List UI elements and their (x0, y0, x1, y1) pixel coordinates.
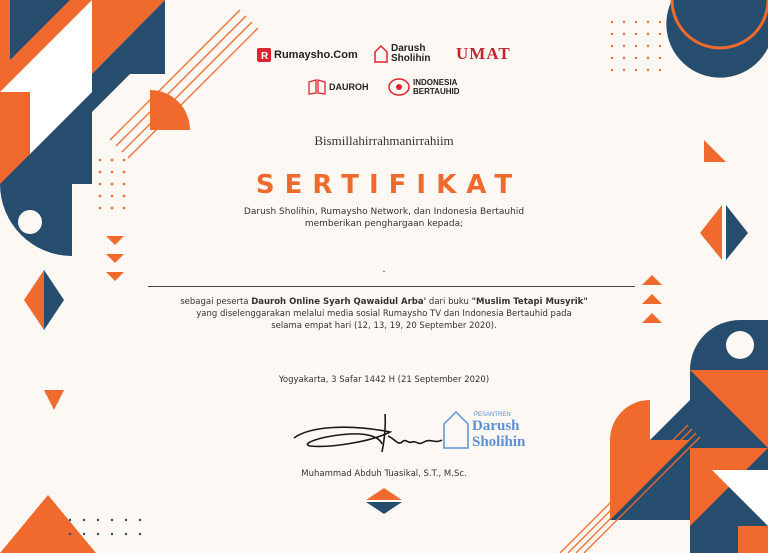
certificate-title: SERTIFIKAT (255, 170, 523, 200)
participation-line-3: selama empat hari (12, 13, 19, 20 September 2020). (271, 321, 497, 331)
deco-shape (150, 90, 190, 130)
umat-logo: UMAT (456, 44, 511, 63)
deco-shape (666, 0, 768, 78)
pesantren-stamp (442, 408, 562, 454)
issuer-line: Darush Sholihin, Rumaysho Network, dan Indonesia Bertauhid (243, 207, 525, 217)
deco-dots (611, 21, 661, 71)
signature (290, 408, 450, 458)
stamp-line-2: Sholihin (472, 434, 526, 450)
deco-shape (366, 488, 402, 500)
award-line: memberikan penghargaan kepada; (304, 219, 464, 229)
rumaysho-icon (257, 48, 271, 62)
stamp-line-1: Darush (472, 418, 520, 434)
book-icon (308, 79, 326, 95)
mosque-icon (374, 45, 388, 63)
deco-triangle (106, 254, 124, 263)
deco-shape (726, 331, 754, 359)
darush-sholihin-logo: Darush Sholihin (374, 44, 437, 64)
deco-shape (366, 502, 402, 514)
bismillah: Bismillahirrahmanirrahiim (314, 133, 454, 148)
deco-shape (738, 526, 768, 553)
signatory-name: Muhammad Abduh Tuasikal, S.T., M.Sc. (301, 469, 467, 479)
indonesia-bertauhid-logo: INDONESIA BERTAUHID (388, 78, 471, 96)
rumaysho-logo: R Rumaysho.Com (257, 48, 358, 62)
deco-shape (650, 400, 690, 440)
recipient-name: . (382, 264, 386, 275)
deco-dots (69, 519, 141, 535)
recipient-line (148, 286, 635, 287)
svg-text:R: R (261, 51, 269, 62)
deco-shape (92, 74, 130, 112)
deco-triangle (106, 236, 124, 245)
participation-line-1: sebagai peserta Dauroh Online Syarh Qawaidul Arba' dari buku "Muslim Tetapi Musyrik" (180, 297, 588, 307)
stamp-label: PESANTREN (474, 412, 511, 418)
place-date: Yogyakarta, 3 Safar 1442 H (21 September 2020) (278, 375, 490, 385)
dauroh-logo: DAUROH (308, 79, 369, 95)
bertauhid-icon (388, 78, 410, 96)
deco-shape (0, 495, 96, 553)
deco-triangle (642, 275, 662, 285)
deco-shape (44, 390, 64, 410)
participation-line-2: yang diselenggarakan melalui media sosial Rumaysho TV dan Indonesia Bertauhid pada (196, 309, 572, 319)
deco-shape (610, 400, 650, 440)
stamp-logo (442, 408, 562, 450)
